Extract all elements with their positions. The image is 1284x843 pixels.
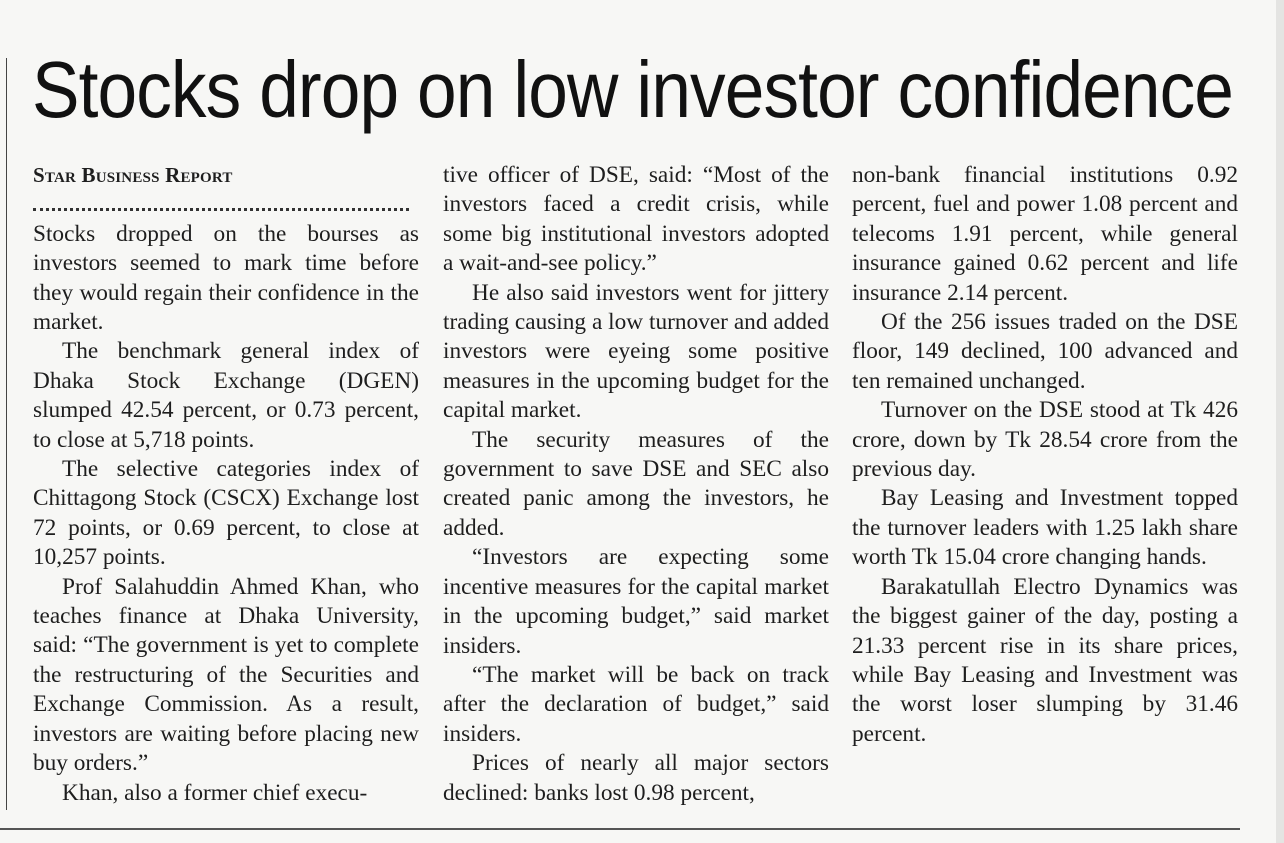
paragraph: Barakatullah Electro Dynamics was the biggest gainer of the day, posting a 21.33 percent rise in its share prices, while Bay Leasing and Investment was the worst loser slumping by 31.46 percent. <box>852 573 1238 747</box>
paragraph: The security measures of the government to save DSE and SEC also created panic among the investors, he added. <box>443 426 829 541</box>
bottom-rule <box>0 828 1240 830</box>
left-column-rule <box>6 58 7 810</box>
byline-divider <box>33 190 419 219</box>
paragraph: tive officer of DSE, said: “Most of the investors faced a credit crisis, while some big institutional investors adopted a wait-and-see policy.” <box>443 162 829 277</box>
paragraph: The benchmark general index of Dhaka Stock Exchange (DGEN) slumped 42.54 percent, or 0.73 percent, to close at 5,718 points. <box>33 338 419 453</box>
paragraph: Stocks dropped on the bourses as investors seemed to mark time before they would regain their confidence in the market. <box>33 220 419 335</box>
paragraph: “The market will be back on track after the declaration of budget,” said insiders. <box>443 661 829 747</box>
article-column-2 <box>443 161 829 808</box>
byline: Star Business Report <box>33 163 233 187</box>
paragraph: Prices of nearly all major sectors declined: banks lost 0.98 percent, <box>443 750 829 806</box>
paragraph: Turnover on the DSE stood at Tk 426 crore, down by Tk 28.54 crore from the previous day. <box>852 397 1238 483</box>
paragraph: Of the 256 issues traded on the DSE floor, 149 declined, 100 advanced and ten remained unchanged. <box>852 309 1238 394</box>
article-column-1 <box>33 161 419 808</box>
paragraph: non-bank financial institutions 0.92 percent, fuel and power 1.08 percent and telecoms 1.91 percent, while general insurance gained 0.62 percent and life insurance 2.14 percent. <box>852 162 1238 306</box>
paragraph: Bay Leasing and Investment topped the turnover leaders with 1.25 lakh share worth Tk 15.04 crore changing hands. <box>852 485 1238 571</box>
paragraph: The selective categories index of Chittagong Stock (CSCX) Exchange lost 72 points, or 0.69 percent, to close at 10,257 points. <box>33 456 419 571</box>
paragraph: Khan, also a former chief execu- <box>62 779 368 806</box>
paragraph: “Investors are expecting some incentive measures for the capital market in the upcoming budget,” said market insiders. <box>443 544 829 659</box>
paragraph: Prof Salahuddin Ahmed Khan, who teaches finance at Dhaka University, said: “The government is yet to complete the restructuring of the Securities and Exchange Commission. As a result, investors are waiting before placing new buy orders.” <box>33 573 419 777</box>
page-edge <box>1276 0 1284 843</box>
paragraph: He also said investors went for jittery trading causing a low turnover and added investors were eyeing some positive measures in the upcoming budget for the capital market. <box>443 279 829 424</box>
article-column-3 <box>852 161 1238 749</box>
headline: Stocks drop on low investor confidence <box>32 45 1233 134</box>
